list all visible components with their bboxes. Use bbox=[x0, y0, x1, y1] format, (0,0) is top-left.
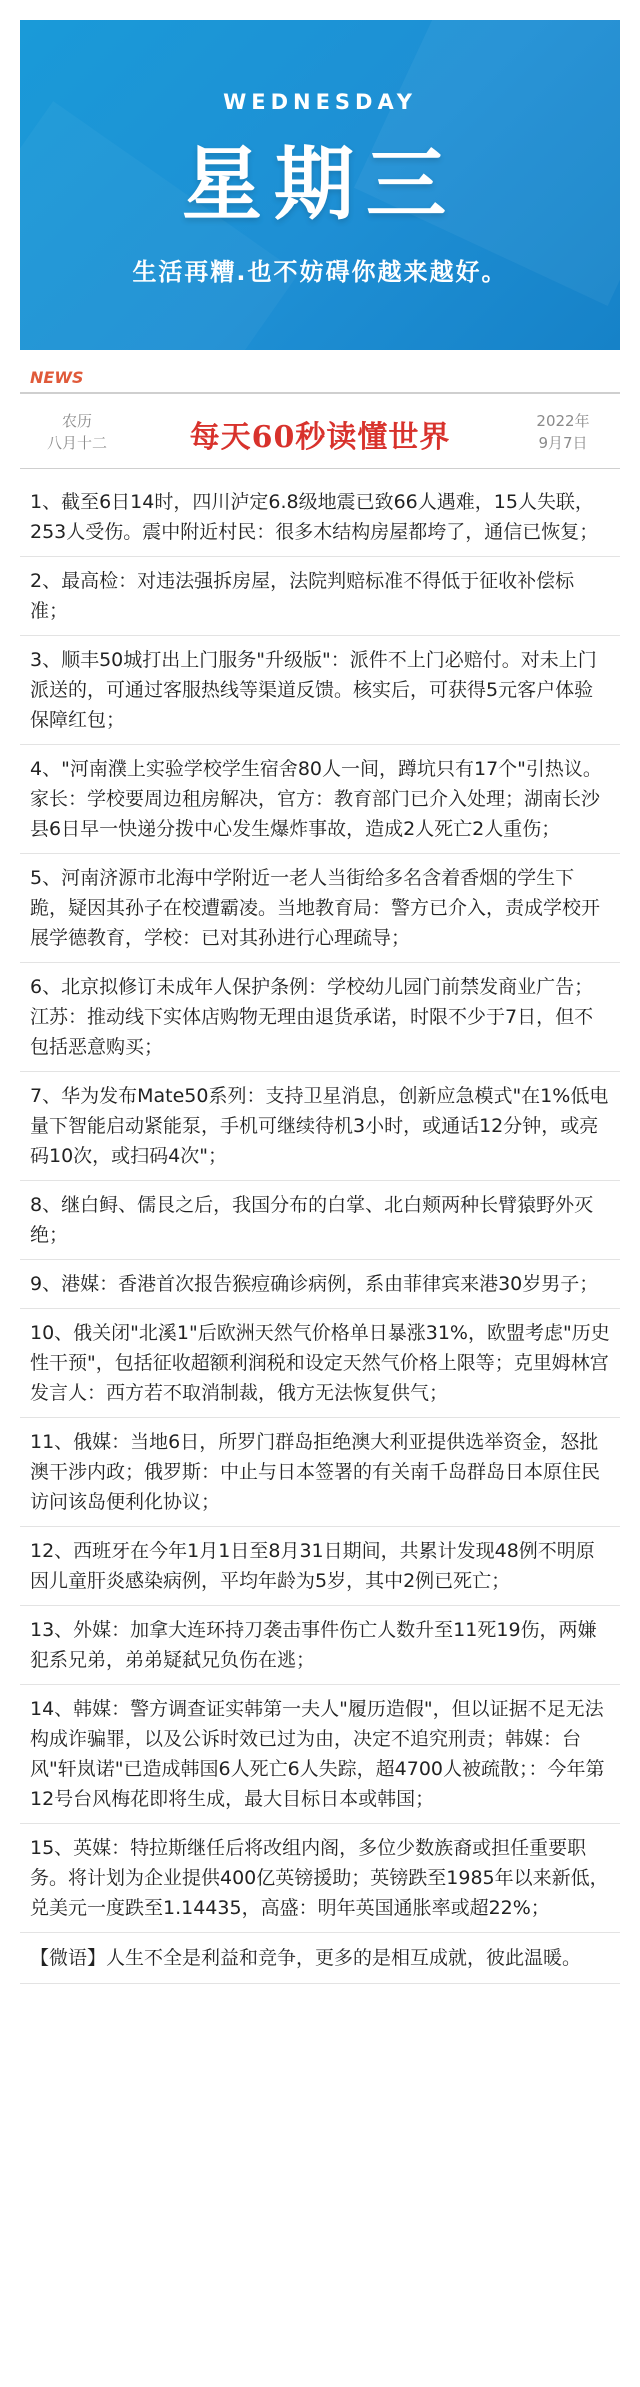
news-tag: NEWS bbox=[30, 368, 84, 387]
lunar-label: 农历 bbox=[61, 412, 92, 430]
page-title: 每天60秒读懂世界 bbox=[189, 420, 451, 455]
gregorian-date bbox=[518, 410, 608, 454]
news-item: 5、河南济源市北海中学附近一老人当街给多名含着香烟的学生下跪，疑因其孙子在校遭霸凌。当地教育局：警方已介入，责成学校开展学德教育，学校：已对其孙进行心理疏导； bbox=[20, 854, 620, 963]
weekday-english: WEDNESDAY bbox=[223, 90, 417, 114]
news-item: 10、俄关闭"北溪1"后欧洲天然气价格单日暴涨31%，欧盟考虑"历史性干预"，包括征收超额利润税和设定天然气价格上限等；克里姆林宫发言人：西方若不取消制裁，俄方无法恢复供气； bbox=[20, 1309, 620, 1418]
news-item: 8、继白鲟、儒艮之后，我国分布的白掌、北白颊两种长臂猿野外灭绝； bbox=[20, 1181, 620, 1260]
news-item: 3、顺丰50城打出上门服务"升级版"：派件不上门必赔付。对未上门派送的，可通过客服热线等渠道反馈。核实后，可获得5元客户体验保障红包； bbox=[20, 636, 620, 745]
daily-motto: 生活再糟.也不妨碍你越来越好。 bbox=[132, 258, 508, 286]
date-year: 2022年 bbox=[536, 412, 590, 430]
lunar-date bbox=[32, 410, 122, 454]
news-item: 14、韩媒：警方调查证实韩第一夫人"履历造假"，但以证据不足无法构成诈骗罪，以及公诉时效已过为由，决定不追究刑责；韩媒：台风"轩岚诺"已造成韩国6人死亡6人失踪，超4700人被疏散；：今年第12号台风梅花即将生成，最大目标日本或韩国； bbox=[20, 1685, 620, 1824]
header-banner bbox=[20, 20, 620, 350]
divider bbox=[20, 392, 620, 394]
closing-quote: 【微语】人生不全是利益和竞争，更多的是相互成就，彼此温暖。 bbox=[20, 1933, 620, 1984]
news-item: 12、西班牙在今年1月1日至8月31日期间，共累计发现48例不明原因儿童肝炎感染病例，平均年龄为5岁，其中2例已死亡； bbox=[20, 1527, 620, 1606]
news-item: 2、最高检：对违法强拆房屋，法院判赔标准不得低于征收补偿标准； bbox=[20, 557, 620, 636]
news-item: 15、英媒：特拉斯继任后将改组内阁，多位少数族裔或担任重要职务。将计划为企业提供400亿英镑援助；英镑跌至1985年以来新低，兑美元一度跌至1.14435，高盛：明年英国通胀率或超22%； bbox=[20, 1824, 620, 1933]
date-day: 9月7日 bbox=[538, 434, 588, 452]
news-item: 6、北京拟修订未成年人保护条例：学校幼儿园门前禁发商业广告；江苏：推动线下实体店购物无理由退货承诺，时限不少于7日，但不包括恶意购买； bbox=[20, 963, 620, 1072]
news-item: 1、截至6日14时，四川泸定6.8级地震已致66人遇难，15人失联，253人受伤。震中附近村民：很多木结构房屋都垮了，通信已恢复； bbox=[20, 478, 620, 557]
lunar-day: 八月十二 bbox=[46, 434, 107, 452]
divider bbox=[20, 468, 620, 469]
news-item: 13、外媒：加拿大连环持刀袭击事件伤亡人数升至11死19伤，两嫌犯系兄弟，弟弟疑弑兄负伤在逃； bbox=[20, 1606, 620, 1685]
news-item: 7、华为发布Mate50系列：支持卫星消息，创新应急模式"在1%低电量下智能启动紧能泵，手机可继续待机3小时，或通话12分钟，或亮码10次，或扫码4次"； bbox=[20, 1072, 620, 1181]
news-item: 4、"河南濮上实验学校学生宿舍80人一间，蹲坑只有17个"引热议。家长：学校要周边租房解决，官方：教育部门已介入处理；湖南长沙县6日早一快递分拨中心发生爆炸事故，造成2人死亡2人重伤； bbox=[20, 745, 620, 854]
news-list bbox=[20, 478, 620, 1984]
weekday-chinese: 星期三 bbox=[182, 138, 458, 231]
news-item: 9、港媒：香港首次报告猴痘确诊病例，系由菲律宾来港30岁男子； bbox=[20, 1260, 620, 1309]
news-item: 11、俄媒：当地6日，所罗门群岛拒绝澳大利亚提供选举资金，怒批澳干涉内政；俄罗斯：中止与日本签署的有关南千岛群岛日本原住民访问该岛便利化协议； bbox=[20, 1418, 620, 1527]
